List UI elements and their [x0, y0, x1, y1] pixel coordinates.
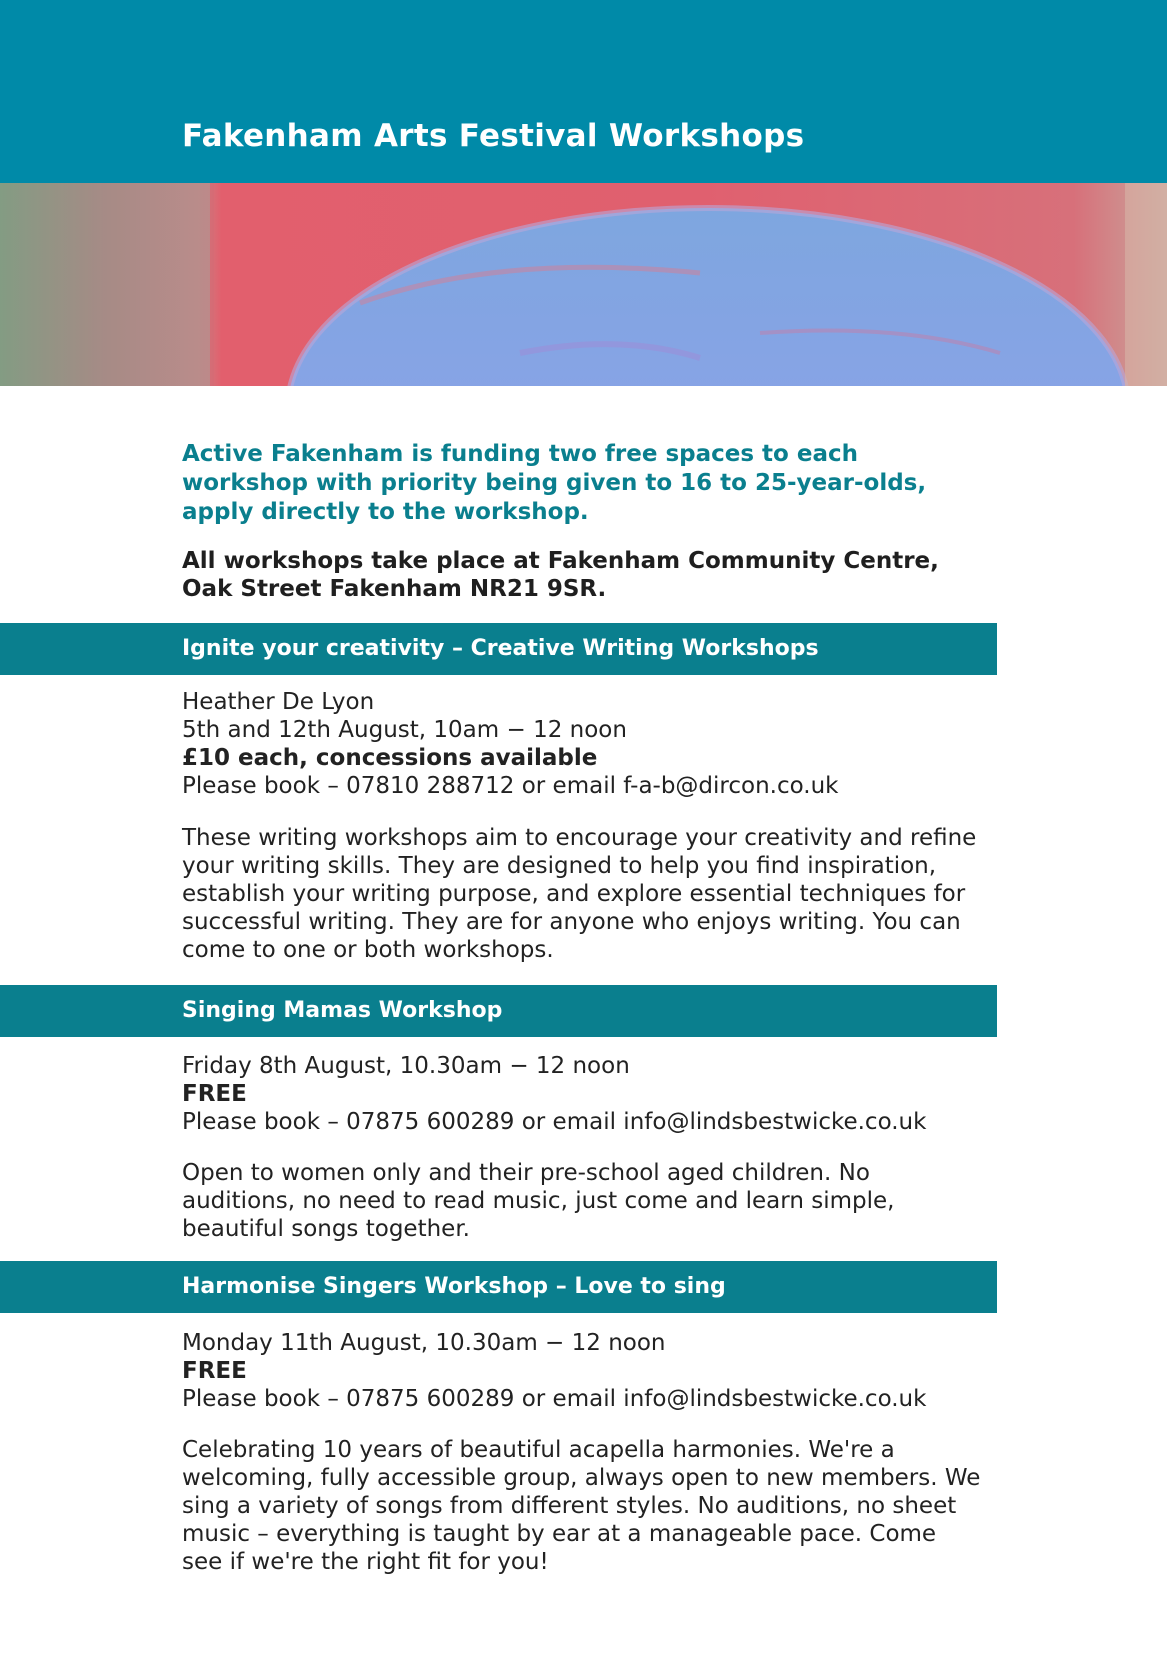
- funding-line: apply directly to the workshop.: [182, 499, 589, 525]
- funding-line: Active Fakenham is funding two free spaces to each: [182, 441, 858, 467]
- workshop-details: [182, 1052, 1002, 1136]
- banner-artwork: [0, 183, 1167, 386]
- painted-banner-image: [0, 183, 1167, 386]
- workshop-booking: Please book – 07810 288712 or email f-a-b@dircon.co.uk: [182, 773, 839, 799]
- funding-line: workshop with priority being given to 16 to 25-year-olds,: [182, 470, 927, 496]
- section-title: Ignite your creativity – Creative Writing Workshops: [182, 636, 819, 661]
- section-title: Singing Mamas Workshop: [182, 998, 503, 1023]
- workshop-description: Open to women only and their pre-school aged children. No auditions, no need to read music, just come and learn simple, beautiful songs together.: [182, 1160, 895, 1242]
- section-bar-singing-mamas: [0, 985, 997, 1037]
- section-bar-harmonise-singers: [0, 1261, 997, 1313]
- workshop-price: FREE: [182, 1081, 247, 1107]
- workshop-booking: Please book – 07875 600289 or email info@lindsbestwicke.co.uk: [182, 1386, 927, 1412]
- workshop-price: FREE: [182, 1358, 247, 1384]
- workshop-when: Monday 11th August, 10.30am − 12 noon: [182, 1330, 666, 1356]
- location-notice: [182, 547, 1002, 603]
- workshop-details: [182, 1329, 1002, 1413]
- section-title: Harmonise Singers Workshop – Love to sing: [182, 1274, 726, 1299]
- page-title: Fakenham Arts Festival Workshops: [182, 118, 805, 154]
- section-bar-creative-writing: [0, 623, 997, 675]
- workshop-when: Friday 8th August, 10.30am − 12 noon: [182, 1053, 630, 1079]
- workshop-when: 5th and 12th August, 10am − 12 noon: [182, 717, 627, 743]
- location-line: All workshops take place at Fakenham Community Centre,: [182, 548, 939, 574]
- workshop-price: £10 each, concessions available: [182, 745, 598, 771]
- header-band: [0, 0, 1167, 183]
- workshop-host: Heather De Lyon: [182, 689, 375, 715]
- workshop-details: [182, 688, 1002, 800]
- workshop-description: Celebrating 10 years of beautiful acapella harmonies. We're a welcoming, fully accessible group, always open to new members. We sing a variety of songs from different styles. No auditions, no sheet music – everything is taught by ear at a manageable pace. Come see if we're the right fit for you!: [182, 1437, 981, 1575]
- workshop-booking: Please book – 07875 600289 or email info@lindsbestwicke.co.uk: [182, 1109, 927, 1135]
- funding-notice: [182, 440, 1002, 527]
- workshop-description: These writing workshops aim to encourage your creativity and refine your writing skills. They are designed to help you find inspiration, establish your writing purpose, and explore essential techniques for successful writing. They are for anyone who enjoys writing. You can come to one or both workshops.: [182, 825, 977, 963]
- location-line: Oak Street Fakenham NR21 9SR.: [182, 576, 607, 602]
